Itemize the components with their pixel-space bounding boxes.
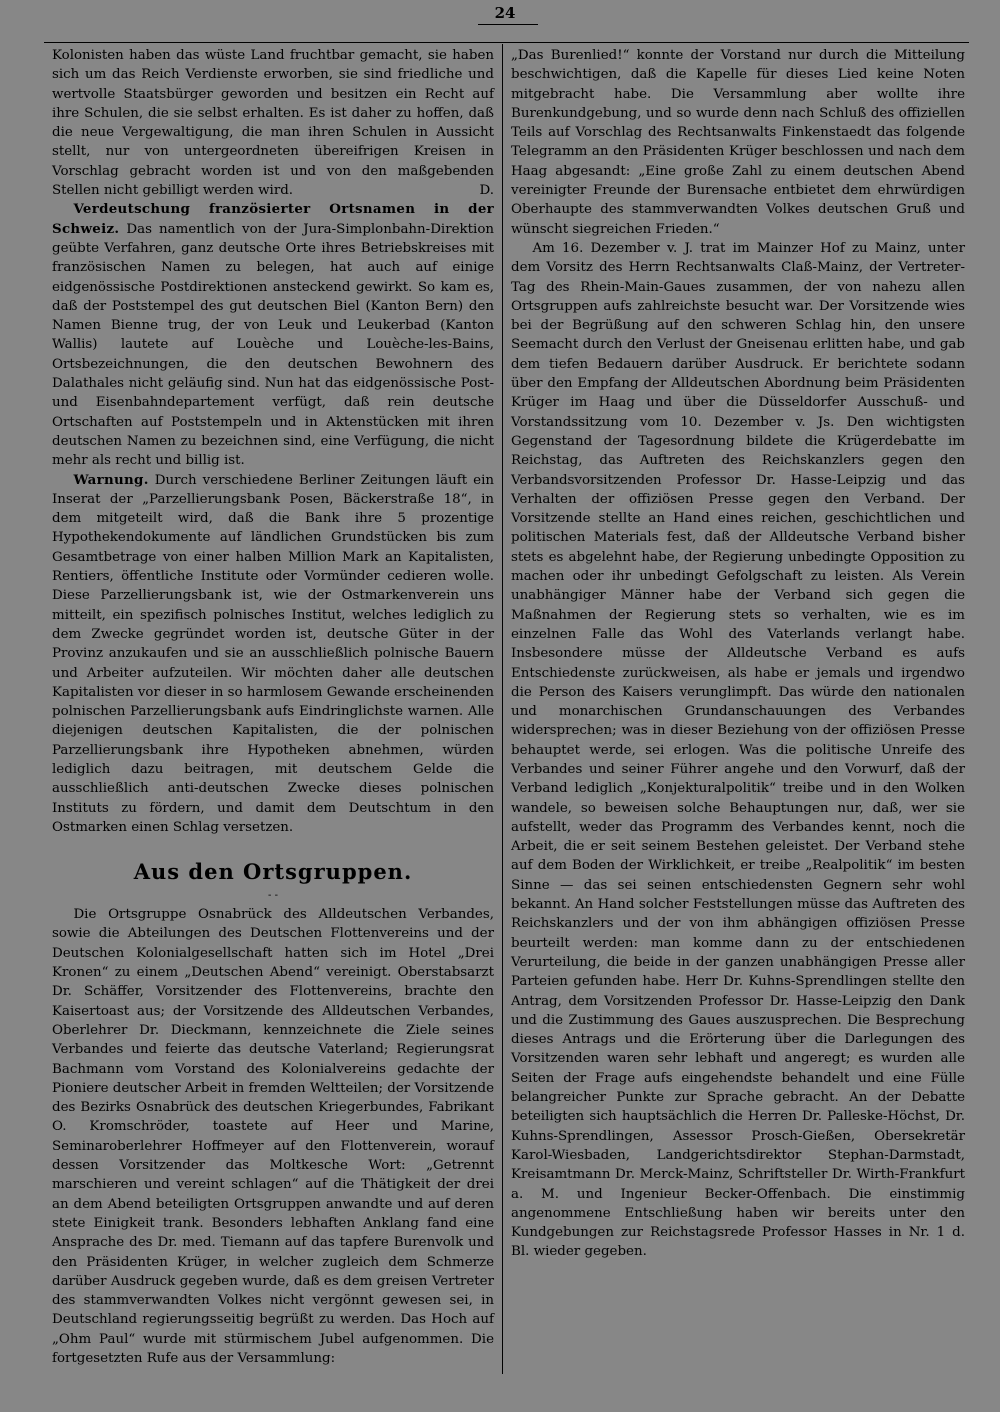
article-paragraph	[511, 46, 965, 239]
article-paragraph	[52, 905, 494, 1368]
right-column	[511, 46, 965, 1262]
page-number: 24	[494, 4, 516, 22]
paragraph-text: Durch verschiedene Berliner Zeitungen läuft ein Inserat der „Parzellierungsbank Posen, Bäckerstraße 18“, in dem mitgeteilt wird, daß die Bank ihre 5 prozentige Hypothekendokumente auf ländlichen Grundstücken bis zum Gesamtbetrage von einer halben Million Mark an Kapitalisten, Rentiers, öffentliche Institute oder Vormünder cedieren wolle. Diese Parzellierungsbank ist, wie der Ostmarkenverein uns mitteilt, ein spezifisch polnisches Institut, welches lediglich zu dem Zwecke gegründet worden ist, deutsche Güter in der Provinz anzukaufen und sie an ausschließlich polnische Bauern und Arbeiter aufzuteilen. Wir möchten daher alle deutschen Kapitalisten vor dieser in so harmlosem Gewande erscheinenden polnischen Parzellierungsbank aufs Eindringlichste warnen. Alle diejenigen deutschen Kapitalisten, die der polnischen Parzellierungsbank ihre Hypotheken abnehmen, würden lediglich dazu beitragen, mit deutschem Gelde die ausschließlich anti-deutschen Zwecke dieses polnischen Instituts zu fördern, und damit dem Deutschtum in den Ostmarken einen Schlag versetzen.	[52, 472, 494, 835]
article-heading: Warnung.	[73, 471, 149, 488]
column-divider	[502, 44, 503, 1374]
article-paragraph	[52, 471, 494, 838]
header-rule	[44, 42, 969, 43]
paragraph-text: Das namentlich von der Jura-Simplonbahn-Direktion geübte Verfahren, ganz deutsche Orte ihres Betriebskreises mit französischen Namen zu belegen, hat auch auf einige eidgenössische Postdirektionen ansteckend gewirkt. So kam es, daß der Poststempel des gut deutschen Biel (Kanton Bern) den Namen Bienne trug, der von Leuk und Leukerbad (Kanton Wallis) lautete auf Louèche und Louèche-les-Bains, Ortsbezeichnungen, die den deutschen Bewohnern des Dalathales nicht geläufig sind. Nun hat das eidgenössische Post- und Eisenbahndepartement verfügt, daß rein deutsche Ortschaften auf Poststempeln und in Aktenstücken mit ihren deutschen Namen zu bezeichnen sind, eine Verfügung, die nicht mehr als recht und billig ist.	[52, 221, 495, 469]
article-heading: Verdeutschung französierter Ortsnamen in der Schweiz.	[52, 201, 494, 237]
section-title: Aus den Ortsgruppen.	[133, 859, 413, 885]
left-column	[52, 46, 494, 1368]
author-signature: D.	[479, 183, 494, 199]
page-number-rule	[478, 24, 538, 25]
paragraph-text: „Das Burenlied!“ konnte der Vorstand nur durch die Mitteilung beschwichtigen, daß die Kapelle für dieses Lied keine Noten mitgebracht habe. Die Versammlung aber wollte ihre Burenkundgebung, und so wurde denn nach Schluß des offiziellen Teils auf Vorschlag des Rechtsanwalts Finkenstaedt das folgende Telegramm an den Präsidenten Krüger beschlossen und nach dem Haag abgesandt: „Eine große Zahl zu einem deutschen Abend vereinigter Freunde der Burensache entbietet dem ehrwürdigen Oberhaupte des stammverwandten Volkes deutschen Gruß und wünscht siegreichen Frieden.“	[511, 48, 965, 237]
paragraph-text: Die Ortsgruppe Osnabrück des Alldeutschen Verbandes, sowie die Abteilungen des Deutschen Flottenvereins und der Deutschen Kolonialgesellschaft hatten sich im Hotel „Drei Kronen“ zu einem „Deutschen Abend“ vereinigt. Oberstabsarzt Dr. Schäffer, Vorsitzender des Flottenvereins, brachte den Kaisertoast aus; der Vorsitzende des Alldeutschen Verbandes, Oberlehrer Dr. Dieckmann, kennzeichnete die Ziele seines Verbandes und feierte das deutsche Vaterland; Regierungsrat Bachmann vom Vorstand des Kolonialvereins gedachte der Pioniere deutscher Arbeit in fremden Weltteilen; der Vorsitzende des Bezirks Osnabrück des deutschen Kriegerbundes, Fabrikant O. Kromschröder, toastete auf Heer und Marine, Seminaroberlehrer Hoffmeyer auf den Flottenverein, worauf dessen Vorsitzender das Moltkesche Wort: „Getrennt marschieren und vereint schlagen“ auf die Thätigkeit der drei an dem Abend beteiligten Ortsgruppen anwandte und auf deren stete Einigkeit trank. Besonders lebhaften Anklang fand eine Ansprache des Dr. med. Tiemann auf das tapfere Burenvolk und den Präsidenten Krüger, in welcher zugleich dem Schmerze darüber Ausdruck gegeben wurde, daß es dem greisen Vertreter des stammverwandten Volkes nicht vergönnt gewesen sei, in Deutschland regierungsseitig begrüßt zu werden. Das Hoch auf „Ohm Paul“ wurde mit stürmischem Jubel aufgenommen. Die fortgesetzten Rufe aus der Versammlung:	[52, 907, 494, 1366]
article-paragraph	[52, 46, 494, 200]
paragraph-text: Kolonisten haben das wüste Land fruchtbar gemacht, sie haben sich um das Reich Verdienste erworben, sie sind friedliche und wertvolle Staatsbürger geworden und besitzen ein Recht auf ihre Schulen, die sie selbst erhalten. Es ist daher zu hoffen, daß die neue Vergewaltigung, die man ihren Schulen in Aussicht stellt, nur von untergeordneten übereifrigen Kreisen in Vorschlag gebracht worden ist und von den maßgebenden Stellen nicht gebilligt werden wird.	[52, 48, 494, 199]
paragraph-text: Am 16. Dezember v. J. trat im Mainzer Hof zu Mainz, unter dem Vorsitz des Herrn Rechtsanwalts Claß-Mainz, der Vertreter-Tag des Rhein-Main-Gaues zusammen, der von nahezu allen Ortsgruppen aufs zahlreichste besucht war. Der Vorsitzende wies bei der Begrüßung auf den schweren Schlag hin, den unsere Seemacht durch den Verlust der Gneisenau erlitten habe, und gab dem tiefen Bedauern darüber Ausdruck. Er berichtete sodann über den Empfang der Alldeutschen Abordnung beim Präsidenten Krüger im Haag und über die Düsseldorfer Ausschuß- und Vorstandssitzung vom 10. Dezember v. Js. Den wichtigsten Gegenstand der Tagesordnung bildete die Krügerdebatte im Reichstag, das Auftreten des Reichskanzlers gegen den Verbandsvorsitzenden Professor Dr. Hasse-Leipzig und das Verhalten der offiziösen Presse gegen den Verband. Der Vorsitzende stellte an Hand eines reichen, geschichtlichen und politischen Materials fest, daß der Alldeutsche Verband bisher stets es abgelehnt habe, der Regierung unbedingte Opposition zu machen oder ihr unbedingt Gefolgschaft zu leisten. Als Verein unabhängiger Männer habe der Verband sich gegen die Maßnahmen der Regierung stets so verhalten, wie es im einzelnen Falle das Wohl des Vaterlands verlangt habe. Insbesondere müsse der Alldeutsche Verband es aufs Entschiedenste zurückweisen, als habe er jemals und irgendwo die Person des Kaisers verunglimpft. Das würde den nationalen und monarchischen Grundanschauungen des Verbandes widersprechen; was in dieser Beziehung von der offiziösen Presse behauptet werde, sei erlogen. Was die politische Unreife des Verbandes und seiner Führer angehe und den Vorwurf, daß der Verband lediglich „Konjekturalpolitik“ treibe und in den Wolken wandele, so beweisen solche Behauptungen nur, daß, wer sie aufstellt, weder das Programm des Verbandes kennt, noch die Arbeit, die er seit seinem Bestehen geleistet. Der Verband stehe auf dem Boden der Wirklichkeit, er treibe „Realpolitik“ im besten Sinne — das sei seinen entschiedensten Gegnern sehr wohl bekannt. An Hand solcher Feststellungen müsse das Auftreten des Reichskanzlers und der von ihm abhängigen offiziösen Presse beurteilt werden: man komme dann zu der entschiedenen Verurteilung, die beide in der ganzen unabhängigen Presse aller Parteien gefunden habe. Herr Dr. Kuhns-Sprendlingen stellte den Antrag, dem Vorsitzenden Professor Dr. Hasse-Leipzig den Dank und die Zustimmung des Gaues auszusprechen. Die Besprechung dieses Antrags und die Erörterung über die Darlegungen des Vorsitzenden waren sehr lebhaft und angeregt; es wurden alle Seiten der Frage aufs eingehendste behandelt und eine Fülle belangreicher Punkte zur Sprache gebracht. An der Debatte beteiligten sich hauptsächlich die Herren Dr. Palleske-Höchst, Dr. Kuhns-Sprendlingen, Assessor Prosch-Gießen, Obersekretär Karol-Wiesbaden, Landgerichtsdirektor Stephan-Darmstadt, Kreisamtmann Dr. Merck-Mainz, Schriftsteller Dr. Wirth-Frankfurt a. M. und Ingenieur Becker-Offenbach. Die einstimmig angenommene Entschließung haben wir bereits unter den Kundgebungen zur Reichstagsrede Professor Hasses in Nr. 1 d. Bl. wieder gegeben.	[511, 240, 965, 1260]
article-paragraph	[511, 239, 965, 1262]
section-ornament: - -	[268, 890, 278, 902]
article-paragraph	[52, 200, 494, 470]
